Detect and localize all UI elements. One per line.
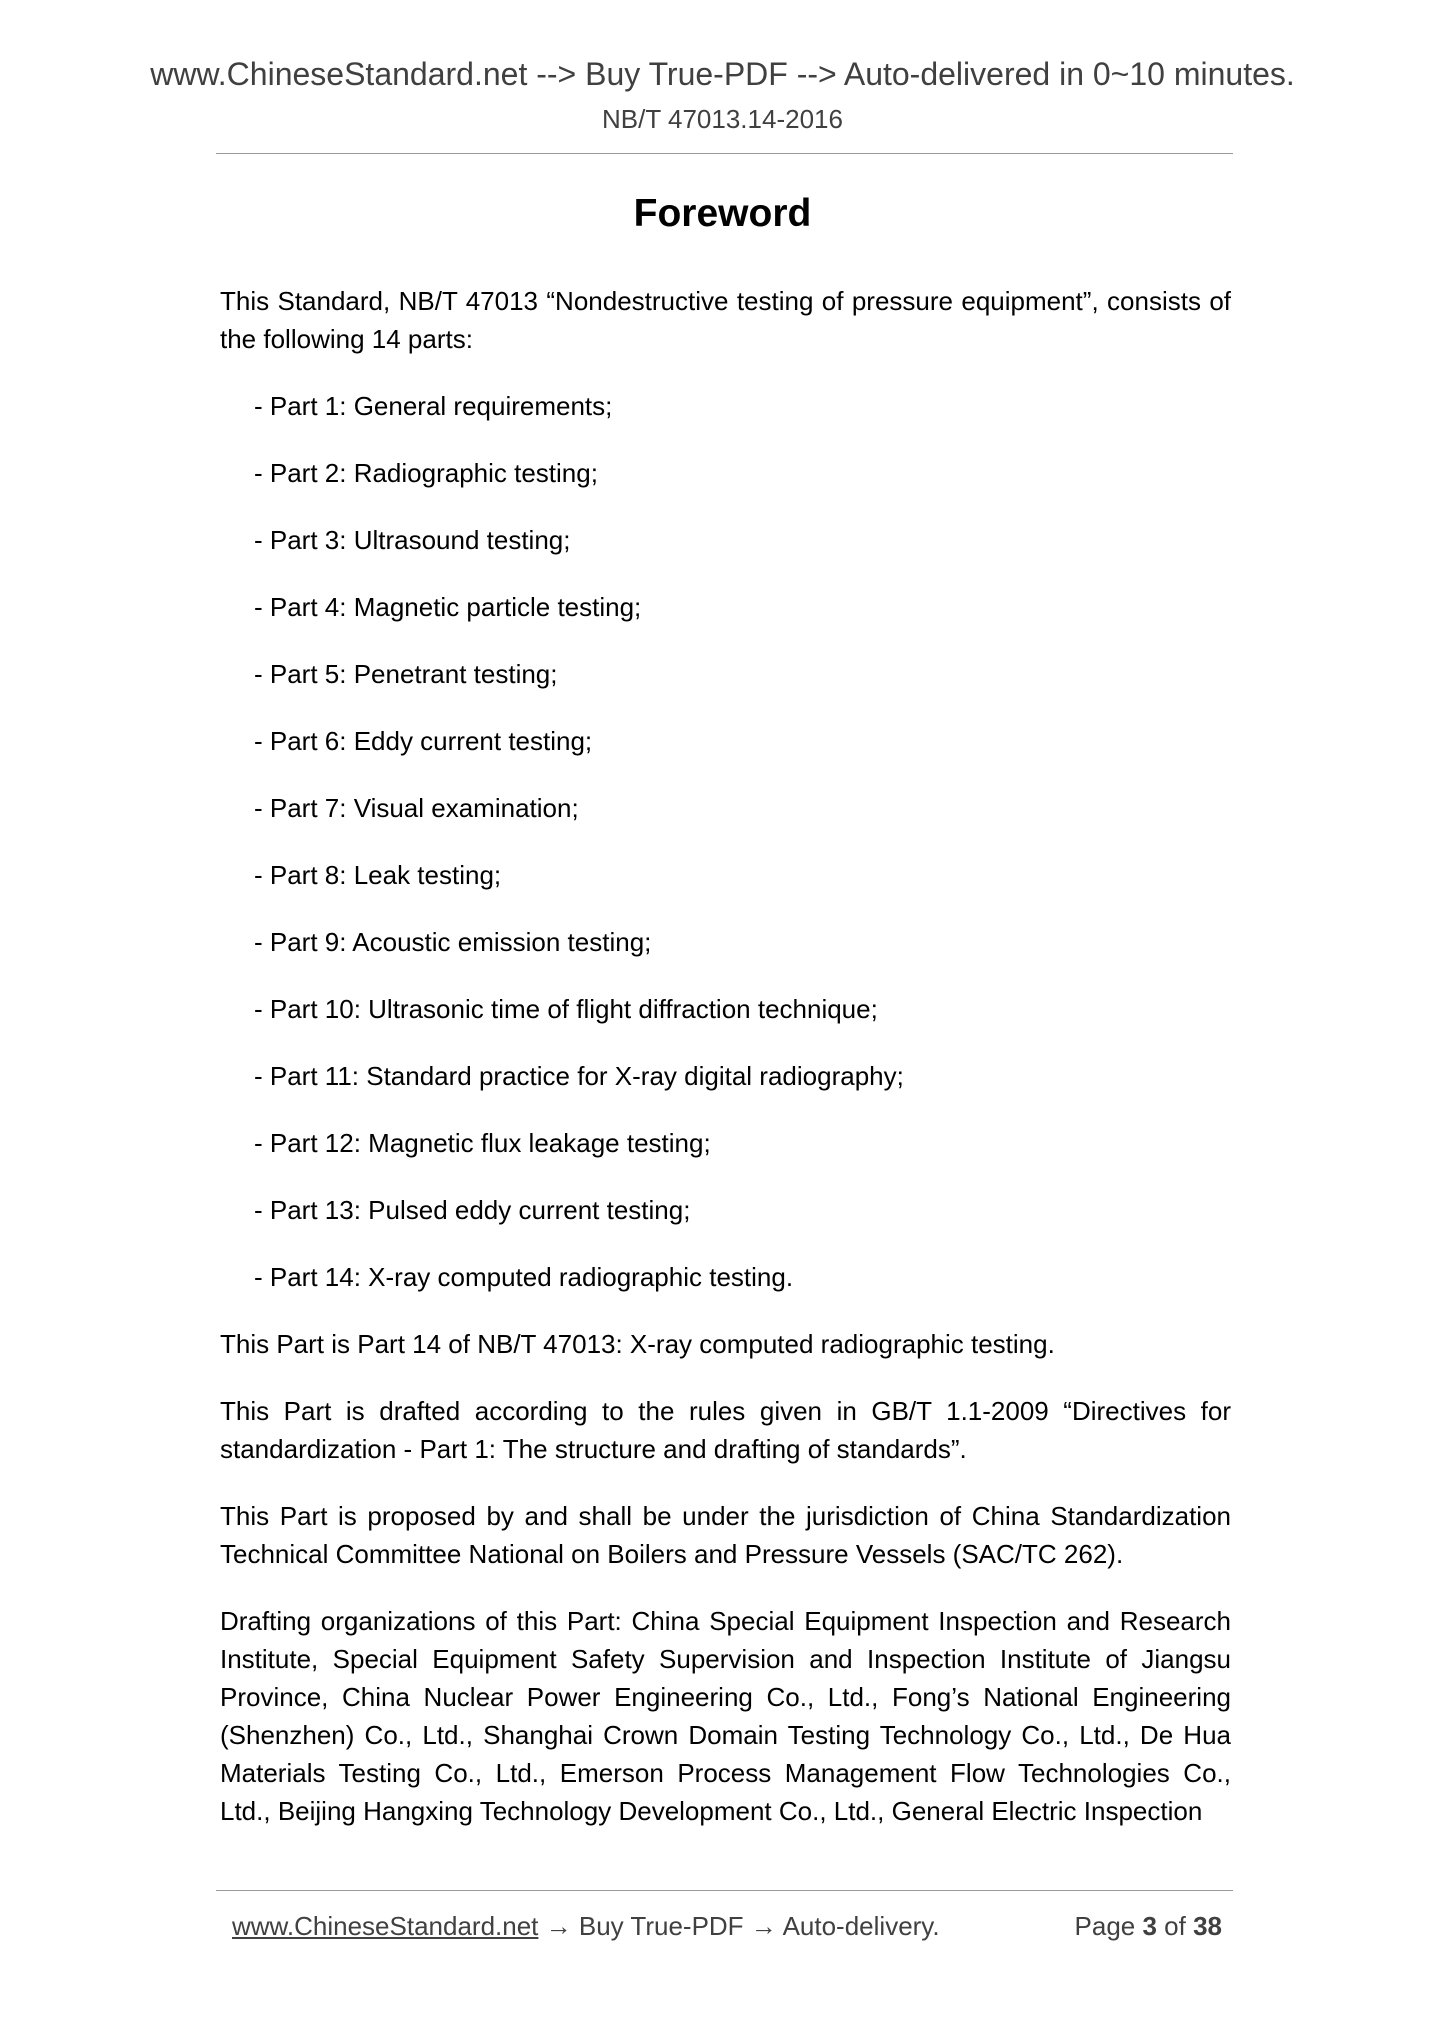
footer-tagline: → Buy True-PDF → Auto-delivery. <box>538 1911 940 1941</box>
list-item: - Part 6: Eddy current testing; <box>254 726 593 756</box>
page-current: 3 <box>1142 1911 1157 1941</box>
list-item: - Part 14: X-ray computed radiographic testing. <box>254 1262 794 1292</box>
header-doc-code: NB/T 47013.14-2016 <box>602 104 843 134</box>
footer-divider <box>216 1890 1233 1891</box>
list-item: - Part 2: Radiographic testing; <box>254 458 598 488</box>
list-item: - Part 1: General requirements; <box>254 391 613 421</box>
list-item: - Part 12: Magnetic flux leakage testing; <box>254 1128 711 1158</box>
list-item: - Part 10: Ultrasonic time of flight diffraction technique; <box>254 994 878 1024</box>
header-divider <box>216 153 1233 154</box>
list-item: - Part 4: Magnetic particle testing; <box>254 592 642 622</box>
list-item: - Part 3: Ultrasound testing; <box>254 525 571 555</box>
footer <box>232 1911 1222 1942</box>
intro-paragraph: This Standard, NB/T 47013 “Nondestructive testing of pressure equipment”, consists of the following 14 parts: <box>220 286 1231 354</box>
parts-list <box>220 387 1231 1296</box>
drafting-organizations-paragraph: Drafting organizations of this Part: China Special Equipment Inspection and Research Institute, Special Equipment Safety Supervision and Inspection Institute of Jiangsu Province, China Nuclear Power Engineering Co., Ltd., Fong’s National Engineering (Shenzhen) Co., Ltd., Shanghai Crown Domain Testing Technology Co., Ltd., De Hua Materials Testing Co., Ltd., Emerson Process Management Flow Technologies Co., Ltd., Beijing Hangxing Technology Development Co., Ltd., General Electric Inspection <box>220 1606 1231 1826</box>
list-item: - Part 8: Leak testing; <box>254 860 502 890</box>
page-total: 38 <box>1193 1911 1222 1941</box>
list-item: - Part 11: Standard practice for X-ray digital radiography; <box>254 1061 904 1091</box>
drafting-rules-paragraph: This Part is drafted according to the rules given in GB/T 1.1-2009 “Directives for standardization - Part 1: The structure and drafting of standards”. <box>220 1396 1231 1464</box>
page-of: of <box>1156 1911 1194 1941</box>
list-item: - Part 9: Acoustic emission testing; <box>254 927 652 957</box>
list-item: - Part 5: Penetrant testing; <box>254 659 558 689</box>
header-banner: www.ChineseStandard.net --> Buy True-PDF --> Auto-delivered in 0~10 minutes. <box>150 56 1295 92</box>
page-prefix: Page <box>1074 1911 1143 1941</box>
page-indicator <box>1075 1911 1222 1942</box>
document-body <box>220 282 1231 1859</box>
footer-site-link[interactable]: www.ChineseStandard.net <box>232 1911 539 1941</box>
part-scope-paragraph: This Part is Part 14 of NB/T 47013: X-ray computed radiographic testing. <box>220 1329 1055 1359</box>
list-item: - Part 13: Pulsed eddy current testing; <box>254 1195 691 1225</box>
jurisdiction-paragraph: This Part is proposed by and shall be under the jurisdiction of China Standardization Technical Committee National on Boilers and Pressure Vessels (SAC/TC 262). <box>220 1501 1231 1569</box>
page-title: Foreword <box>633 192 812 235</box>
list-item: - Part 7: Visual examination; <box>254 793 579 823</box>
